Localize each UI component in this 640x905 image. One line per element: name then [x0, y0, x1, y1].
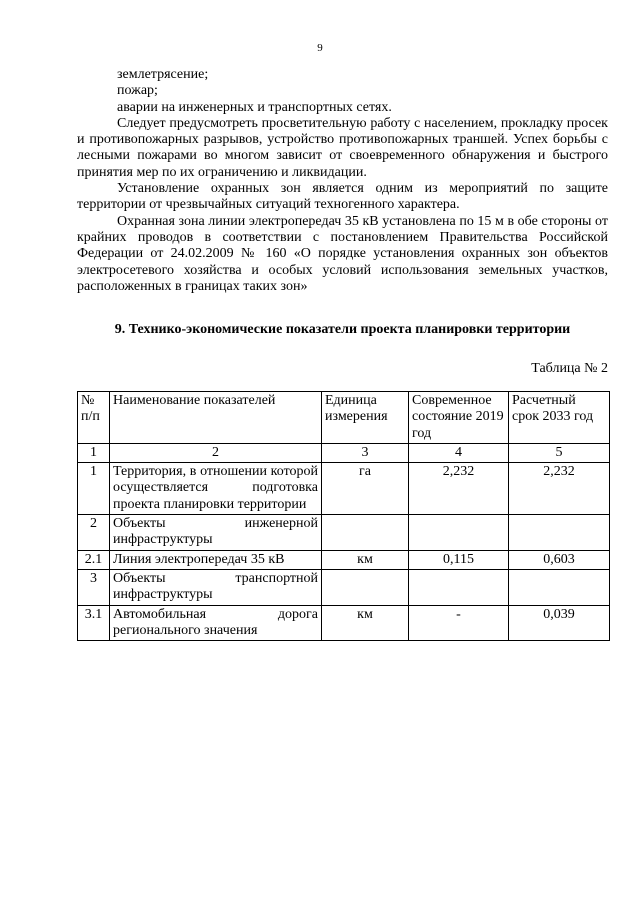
header-target-term: Расчетный срок 2033 год — [509, 392, 610, 444]
row-unit — [322, 569, 409, 605]
table-column-numbers-row — [78, 443, 610, 462]
page-number: 9 — [317, 42, 323, 54]
row-indicator: Объекты инженерной инфраструктуры — [110, 515, 322, 551]
table-row — [78, 550, 610, 569]
list-item: пожар; — [117, 83, 158, 99]
paragraph-forest-fires: Следует предусмотреть просветительную работу с населением, прокладку просек и противопожарных разрывов, устройство противопожарных траншей. Успех борьбы с лесными пожарами во многом зависит от своевременного обнаружения и быстрого принятия мер по их ограничению и ликвидации. — [77, 115, 608, 180]
paragraph-power-line-zone: Охранная зона линии электропередач 35 кВ установлена по 15 м в обе стороны от крайних проводов в соответствии с постановлением Правительства Российской Федерации от 24.02.2009 № 160 «О порядке установления охранных зон объектов электросетевого хозяйства и особых условий использования земельных участков, расположенных в границах таких зон» — [77, 213, 608, 294]
body-text — [77, 67, 608, 295]
row-indicator: Автомобильная дорога регионального значения — [110, 605, 322, 641]
row-current-value: 2,232 — [409, 463, 509, 515]
column-number: 2 — [110, 443, 322, 462]
paragraph-protection-zones: Установление охранных зон является одним из мероприятий по защите территории от чрезвычайных ситуаций техногенного характера. — [77, 181, 608, 213]
row-number: 3 — [78, 569, 110, 605]
row-unit — [322, 515, 409, 551]
header-unit: Единица измерения — [322, 392, 409, 444]
row-target-value: 0,603 — [509, 550, 610, 569]
column-number: 3 — [322, 443, 409, 462]
row-target-value — [509, 569, 610, 605]
column-number: 5 — [509, 443, 610, 462]
column-number: 1 — [78, 443, 110, 462]
row-number: 3.1 — [78, 605, 110, 641]
row-number: 1 — [78, 463, 110, 515]
row-current-value — [409, 515, 509, 551]
row-indicator: Объекты транспортной инфраструктуры — [110, 569, 322, 605]
row-current-value — [409, 569, 509, 605]
row-unit: км — [322, 550, 409, 569]
indicators-table — [77, 391, 610, 641]
list-item: землетрясение; — [117, 67, 209, 82]
table-row — [78, 463, 610, 515]
row-target-value — [509, 515, 610, 551]
row-unit: га — [322, 463, 409, 515]
section-heading: 9. Технико-экономические показатели проекта планировки территории — [114, 322, 571, 337]
table-row — [78, 569, 610, 605]
table-row — [78, 515, 610, 551]
row-indicator: Территория, в отношении которой осуществляется подготовка проекта планировки территории — [110, 463, 322, 515]
row-unit: км — [322, 605, 409, 641]
row-current-value: - — [409, 605, 509, 641]
header-current-state: Современное состояние 2019 год — [409, 392, 509, 444]
row-current-value: 0,115 — [409, 550, 509, 569]
row-number: 2.1 — [78, 550, 110, 569]
column-number: 4 — [409, 443, 509, 462]
row-indicator: Линия электропередач 35 кВ — [110, 550, 322, 569]
table-caption: Таблица № 2 — [531, 361, 608, 376]
header-number: № п/п — [78, 392, 110, 444]
table-header-row — [78, 392, 610, 444]
table-row — [78, 605, 610, 641]
header-indicator-name: Наименование показателей — [110, 392, 322, 444]
row-number: 2 — [78, 515, 110, 551]
row-target-value: 2,232 — [509, 463, 610, 515]
row-target-value: 0,039 — [509, 605, 610, 641]
list-item: аварии на инженерных и транспортных сетях. — [117, 99, 392, 115]
